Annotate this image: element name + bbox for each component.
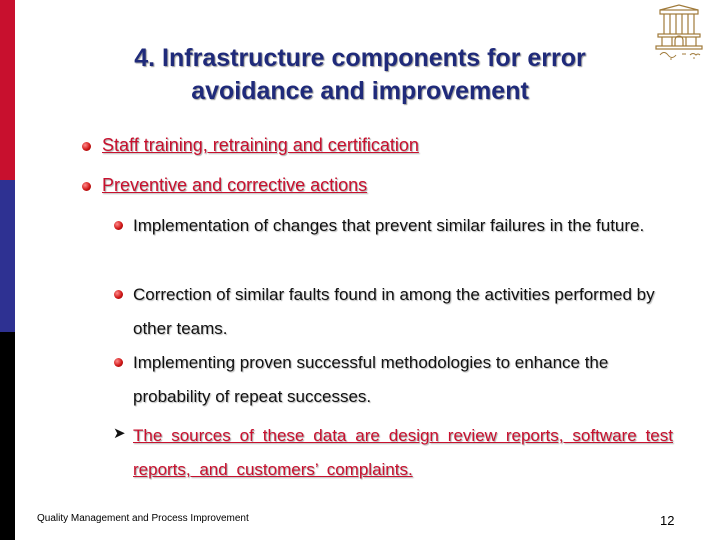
side-bar-blue [0, 180, 15, 332]
sub-bullet-data-sources: The sources of these data are design review reports, software test reports, and customers’ complaints. [133, 426, 673, 479]
sub-bullet-correction: Correction of similar faults found in among the activities performed by other teams. [133, 285, 655, 338]
title-line-1: 4. Infrastructure components for error [134, 44, 586, 72]
bullet-preventive-actions: Preventive and corrective actions [102, 175, 368, 195]
bullet-icon [114, 358, 123, 367]
title-line-2: avoidance and improvement [191, 77, 529, 105]
bullet-icon [82, 142, 91, 151]
page-number: 12 [660, 513, 675, 528]
side-bar-red [0, 0, 15, 180]
bullet-icon [114, 221, 123, 230]
footer-text: Quality Management and Process Improvement [37, 513, 249, 524]
bullet-icon [114, 290, 123, 299]
arrowhead-bullet-icon: ➤ [113, 425, 126, 442]
side-bar-black [0, 332, 15, 540]
bullet-icon [82, 182, 91, 191]
sub-bullet-methodologies: Implementing proven successful methodologies to enhance the probability of repeat successes. [133, 353, 609, 406]
sub-bullet-implementation: Implementation of changes that prevent similar failures in the future. [133, 216, 645, 235]
bullet-staff-training: Staff training, retraining and certification [102, 135, 419, 155]
slide-title [60, 42, 660, 108]
